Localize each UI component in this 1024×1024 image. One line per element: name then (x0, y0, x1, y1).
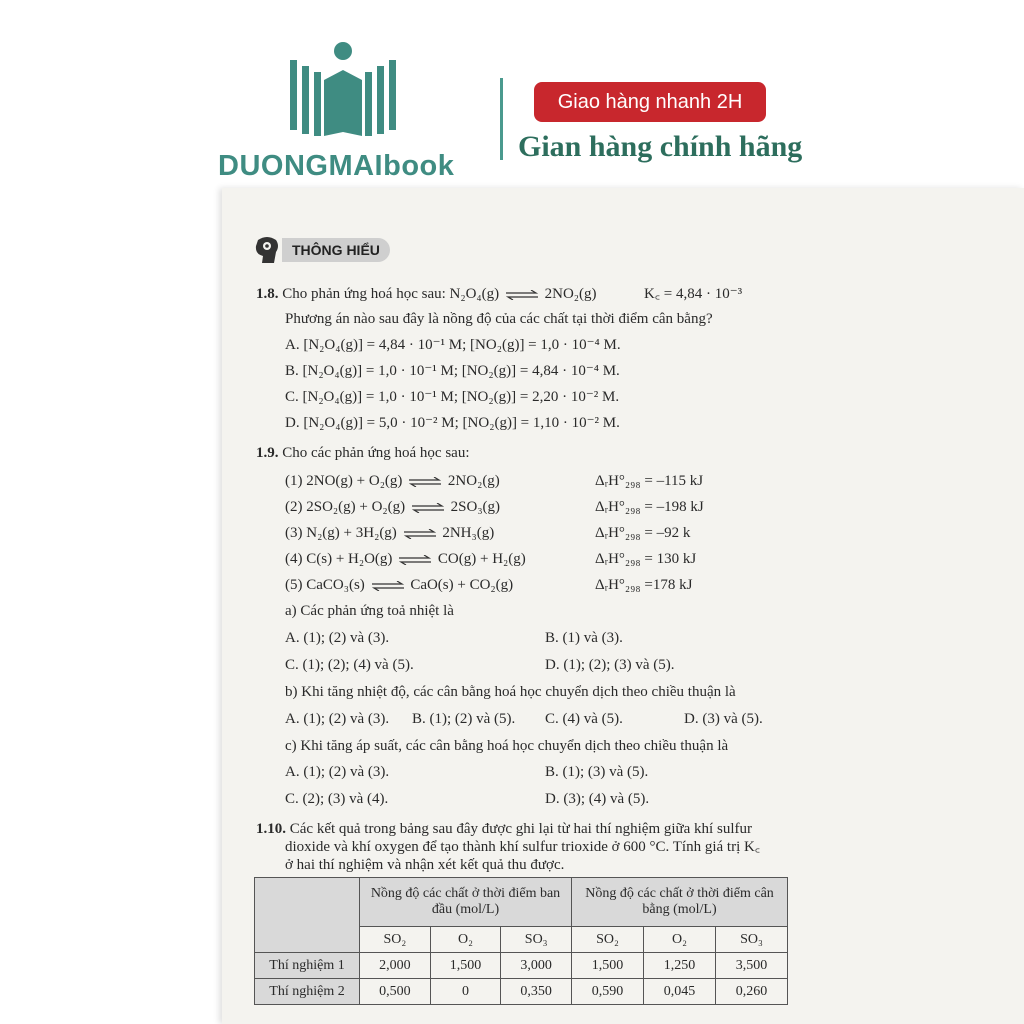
enthalpy-1: ΔᵣH°₂₉₈ = –115 kJ (595, 473, 704, 489)
option-c: C. [N₂O₄(g)] = 1,0 · 10⁻¹ M; [NO₂(g)] = 2,20 · 10⁻² M. (285, 389, 620, 405)
reaction-product: 2NO₂(g) (544, 286, 597, 302)
corner-cell (255, 878, 360, 953)
brand-name: DUONGMAIbook (218, 150, 455, 182)
question-text: Phương án nào sau đây là nồng độ của các chất tại thời điểm cân bằng? (285, 311, 713, 327)
option-d: D. [N₂O₄(g)] = 5,0 · 10⁻² M; [NO₂(g)] = 1,10 · 10⁻² M. (285, 415, 620, 431)
table-cell: 0,350 (501, 979, 572, 1005)
enthalpy-2: ΔᵣH°₂₉₈ = –198 kJ (595, 499, 704, 515)
option-d: D. (3); (4) và (5). (545, 791, 650, 807)
column-header: SO₂ (360, 927, 431, 953)
option-a: A. (1); (2) và (3). (285, 630, 390, 646)
subquestion-b: b) Khi tăng nhiệt độ, các cân bằng hoá học chuyển dịch theo chiều thuận là (285, 684, 736, 700)
equilibrium-arrow-icon (398, 555, 432, 565)
option-c: C. (1); (2); (4) và (5). (285, 657, 414, 673)
option-c: C. (4) và (5). (545, 711, 623, 727)
question-line: dioxide và khí oxygen để tạo thành khí sulfur trioxide ở 600 °C. Tính giá trị K꜀ (285, 839, 761, 855)
question-stem: Cho các phản ứng hoá học sau: (282, 445, 470, 461)
reaction-left: (2) 2SO₂(g) + O₂(g) (285, 499, 406, 515)
table-cell: 1,500 (572, 953, 644, 979)
section-title: THÔNG HIỂU (282, 238, 390, 262)
column-header: SO₃ (501, 927, 572, 953)
equilibrium-arrow-icon (371, 581, 405, 591)
equilibrium-arrow-icon (403, 529, 437, 539)
option-d: D. (3) và (5). (684, 711, 763, 727)
option-b: B. (1) và (3). (545, 630, 623, 646)
store-label: Gian hàng chính hãng (518, 130, 803, 163)
question-number: 1.9. (256, 445, 279, 461)
equilibrium-arrow-icon (505, 290, 539, 300)
question-number: 1.10. (256, 821, 286, 837)
table-cell: 2,000 (360, 953, 431, 979)
reaction-right: CaO(s) + CO₂(g) (410, 577, 514, 593)
option-b: B. (1); (3) và (5). (545, 764, 649, 780)
table-cell: 0,500 (360, 979, 431, 1005)
table-cell: 0,590 (572, 979, 644, 1005)
row-label: Thí nghiệm 1 (255, 953, 360, 979)
table-row (255, 979, 788, 1005)
reaction-5 (285, 576, 513, 594)
group-header-equilibrium: Nồng độ các chất ở thời điểm cân bằng (mol/L) (572, 878, 788, 927)
table-cell: 3,000 (501, 953, 572, 979)
option-a: A. (1); (2) và (3). (285, 711, 390, 727)
question-number: 1.8. (256, 286, 279, 302)
table-cell: 1,250 (644, 953, 716, 979)
enthalpy-5: ΔᵣH°₂₉₈ =178 kJ (595, 577, 693, 593)
column-header: O₂ (430, 927, 501, 953)
equilibrium-arrow-icon (408, 477, 442, 487)
question-1-10 (256, 820, 752, 838)
column-header: SO₂ (572, 927, 644, 953)
option-c: C. (2); (3) và (4). (285, 791, 389, 807)
question-1-8 (256, 285, 597, 303)
column-header: O₂ (644, 927, 716, 953)
reaction-2 (285, 498, 500, 516)
option-b: B. [N₂O₄(g)] = 1,0 · 10⁻¹ M; [NO₂(g)] = 4,84 · 10⁻⁴ M. (285, 363, 620, 379)
question-stem: Cho phản ứng hoá học sau: N₂O₄(g) (282, 286, 500, 302)
enthalpy-3: ΔᵣH°₂₉₈ = –92 k (595, 525, 691, 541)
reaction-left: (3) N₂(g) + 3H₂(g) (285, 525, 397, 541)
option-a: A. (1); (2) và (3). (285, 764, 390, 780)
option-b: B. (1); (2) và (5). (412, 711, 516, 727)
reaction-left: (4) C(s) + H₂O(g) (285, 551, 393, 567)
kc-value: K꜀ = 4,84 · 10⁻³ (644, 286, 743, 302)
column-header: SO₃ (715, 927, 787, 953)
enthalpy-4: ΔᵣH°₂₉₈ = 130 kJ (595, 551, 697, 567)
reaction-4 (285, 550, 526, 568)
table-cell: 3,500 (715, 953, 787, 979)
row-label: Thí nghiệm 2 (255, 979, 360, 1005)
reaction-right: 2NH₃(g) (442, 525, 495, 541)
divider (500, 78, 503, 160)
data-table (254, 877, 788, 1005)
question-line: Các kết quả trong bảng sau đây được ghi lại từ hai thí nghiệm giữa khí sulfur (289, 821, 752, 837)
reaction-3 (285, 524, 494, 542)
table-cell: 0,260 (715, 979, 787, 1005)
brain-gear-icon (254, 236, 280, 264)
option-a: A. [N₂O₄(g)] = 4,84 · 10⁻¹ M; [NO₂(g)] = 1,0 · 10⁻⁴ M. (285, 337, 621, 353)
table-row (255, 953, 788, 979)
reaction-1 (285, 472, 500, 490)
question-1-9 (256, 444, 470, 462)
reaction-left: (1) 2NO(g) + O₂(g) (285, 473, 403, 489)
reaction-right: 2SO₃(g) (450, 499, 501, 515)
subquestion-a: a) Các phản ứng toả nhiệt là (285, 603, 454, 619)
table-cell: 1,500 (430, 953, 501, 979)
reaction-left: (5) CaCO₃(s) (285, 577, 365, 593)
question-line: ở hai thí nghiệm và nhận xét kết quả thu được. (285, 857, 565, 873)
table-cell: 0,045 (644, 979, 716, 1005)
option-d: D. (1); (2); (3) và (5). (545, 657, 675, 673)
reaction-right: CO(g) + H₂(g) (437, 551, 526, 567)
reaction-right: 2NO₂(g) (447, 473, 500, 489)
table-cell: 0 (430, 979, 501, 1005)
equilibrium-arrow-icon (411, 503, 445, 513)
group-header-initial: Nồng độ các chất ở thời điểm ban đầu (mol/L) (360, 878, 572, 927)
subquestion-c: c) Khi tăng áp suất, các cân bằng hoá học chuyển dịch theo chiều thuận là (285, 738, 729, 754)
delivery-badge[interactable]: Giao hàng nhanh 2H (534, 82, 766, 122)
